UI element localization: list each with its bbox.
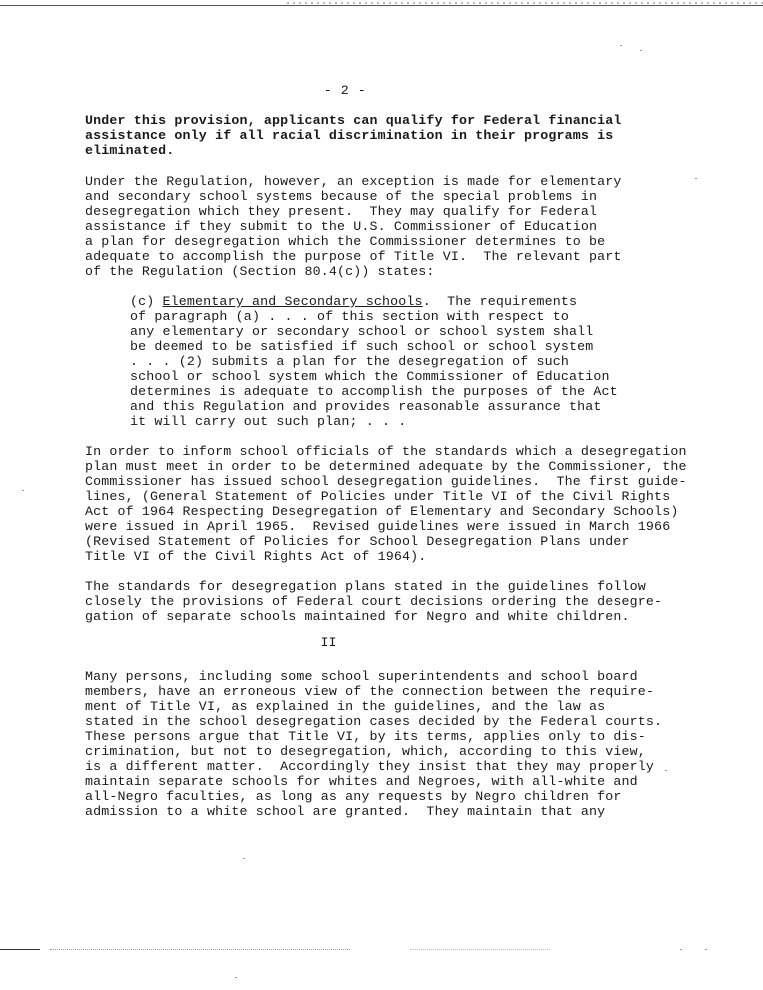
line: plan must meet in order to be determined adequate by the Commissioner, the — [85, 459, 687, 474]
line: it will carry out such plan; . . . — [130, 414, 407, 429]
line: Title VI of the Civil Rights Act of 1964). — [85, 549, 427, 564]
line: be deemed to be satisfied if such school or school system — [130, 339, 594, 354]
line: a plan for desegregation which the Commissioner determines to be — [85, 234, 606, 249]
block-quote — [130, 294, 618, 429]
line: Commissioner has issued school desegregation guidelines. The first guide- — [85, 474, 687, 489]
line: In order to inform school officials of the standards which a desegregation — [85, 444, 687, 459]
scan-speck — [665, 770, 667, 771]
line: of paragraph (a) . . . of this section with respect to — [130, 309, 569, 324]
line: any elementary or secondary school or school system shall — [130, 324, 594, 339]
page-number: - 2 - — [323, 83, 367, 98]
line: ment of Title VI, as explained in the guidelines, and the law as — [85, 699, 606, 714]
line: Under the Regulation, however, an exception is made for elementary — [85, 174, 622, 189]
scan-bottom-dotted-rule — [410, 949, 550, 950]
line: desegregation which they present. They may qualify for Federal — [85, 204, 598, 219]
line: Act of 1964 Respecting Desegregation of Elementary and Secondary Schools) — [85, 504, 679, 519]
scan-bottom-dotted-rule — [50, 949, 350, 950]
line: gation of separate schools maintained for Negro and white children. — [85, 609, 630, 624]
line: . . . (2) submits a plan for the desegregation of such — [130, 354, 569, 369]
line: assistance if they submit to the U.S. Commissioner of Education — [85, 219, 598, 234]
scan-bottom-rule — [0, 949, 40, 950]
line: Under this provision, applicants can qualify for Federal financial — [85, 113, 622, 128]
line: and this Regulation and provides reasonable assurance that — [130, 399, 602, 414]
line: Many persons, including some school superintendents and school board — [85, 669, 638, 684]
line: These persons argue that Title VI, by its terms, applies only to dis- — [85, 729, 646, 744]
paragraph-3 — [85, 444, 687, 564]
line: adequate to accomplish the purpose of Title VI. The relevant part — [85, 249, 622, 264]
quote-heading-underlined: Elementary and Secondary schools — [162, 294, 423, 309]
paragraph-4 — [85, 579, 662, 624]
line: and secondary school systems because of the special problems in — [85, 189, 598, 204]
line: maintain separate schools for whites and Negroes, with all-white and — [85, 774, 638, 789]
line: of the Regulation (Section 80.4(c)) states: — [85, 264, 435, 279]
scan-speck — [640, 50, 642, 51]
line: members, have an erroneous view of the connection between the require- — [85, 684, 655, 699]
line: closely the provisions of Federal court decisions ordering the desegre- — [85, 594, 663, 609]
line: eliminated. — [85, 143, 175, 158]
line: lines, (General Statement of Policies under Title VI of the Civil Rights — [85, 489, 671, 504]
paragraph-1 — [85, 113, 622, 158]
section-heading: II — [320, 635, 337, 650]
line: is a different matter. Accordingly they insist that they may properly — [85, 759, 655, 774]
paragraph-5 — [85, 669, 662, 819]
scan-speck — [705, 949, 707, 950]
scan-speck — [243, 858, 245, 859]
paragraph-2 — [85, 174, 622, 279]
line: stated in the school desegregation cases decided by the Federal courts. — [85, 714, 663, 729]
scan-top-rule — [0, 5, 763, 6]
line: were issued in April 1965. Revised guidelines were issued in March 1966 — [85, 519, 671, 534]
line: crimination, but not to desegregation, which, according to this view, — [85, 744, 646, 759]
line: determines is adequate to accomplish the purposes of the Act — [130, 384, 618, 399]
line: all-Negro faculties, as long as any requests by Negro children for — [85, 789, 622, 804]
quote-prefix: (c) — [130, 294, 163, 309]
scan-speck — [620, 45, 622, 46]
scan-speck — [680, 949, 682, 950]
quote-first-line-rest: . The requirements — [422, 294, 578, 309]
scan-speck — [235, 977, 237, 978]
line: The standards for desegregation plans stated in the guidelines follow — [85, 579, 646, 594]
line: assistance only if all racial discrimination in their programs is — [85, 128, 614, 143]
scan-speck — [695, 178, 697, 179]
line: school or school system which the Commissioner of Education — [130, 369, 610, 384]
line: (Revised Statement of Policies for School Desegregation Plans under — [85, 534, 630, 549]
line: admission to a white school are granted. They maintain that any — [85, 804, 606, 819]
scan-speck — [22, 490, 24, 491]
